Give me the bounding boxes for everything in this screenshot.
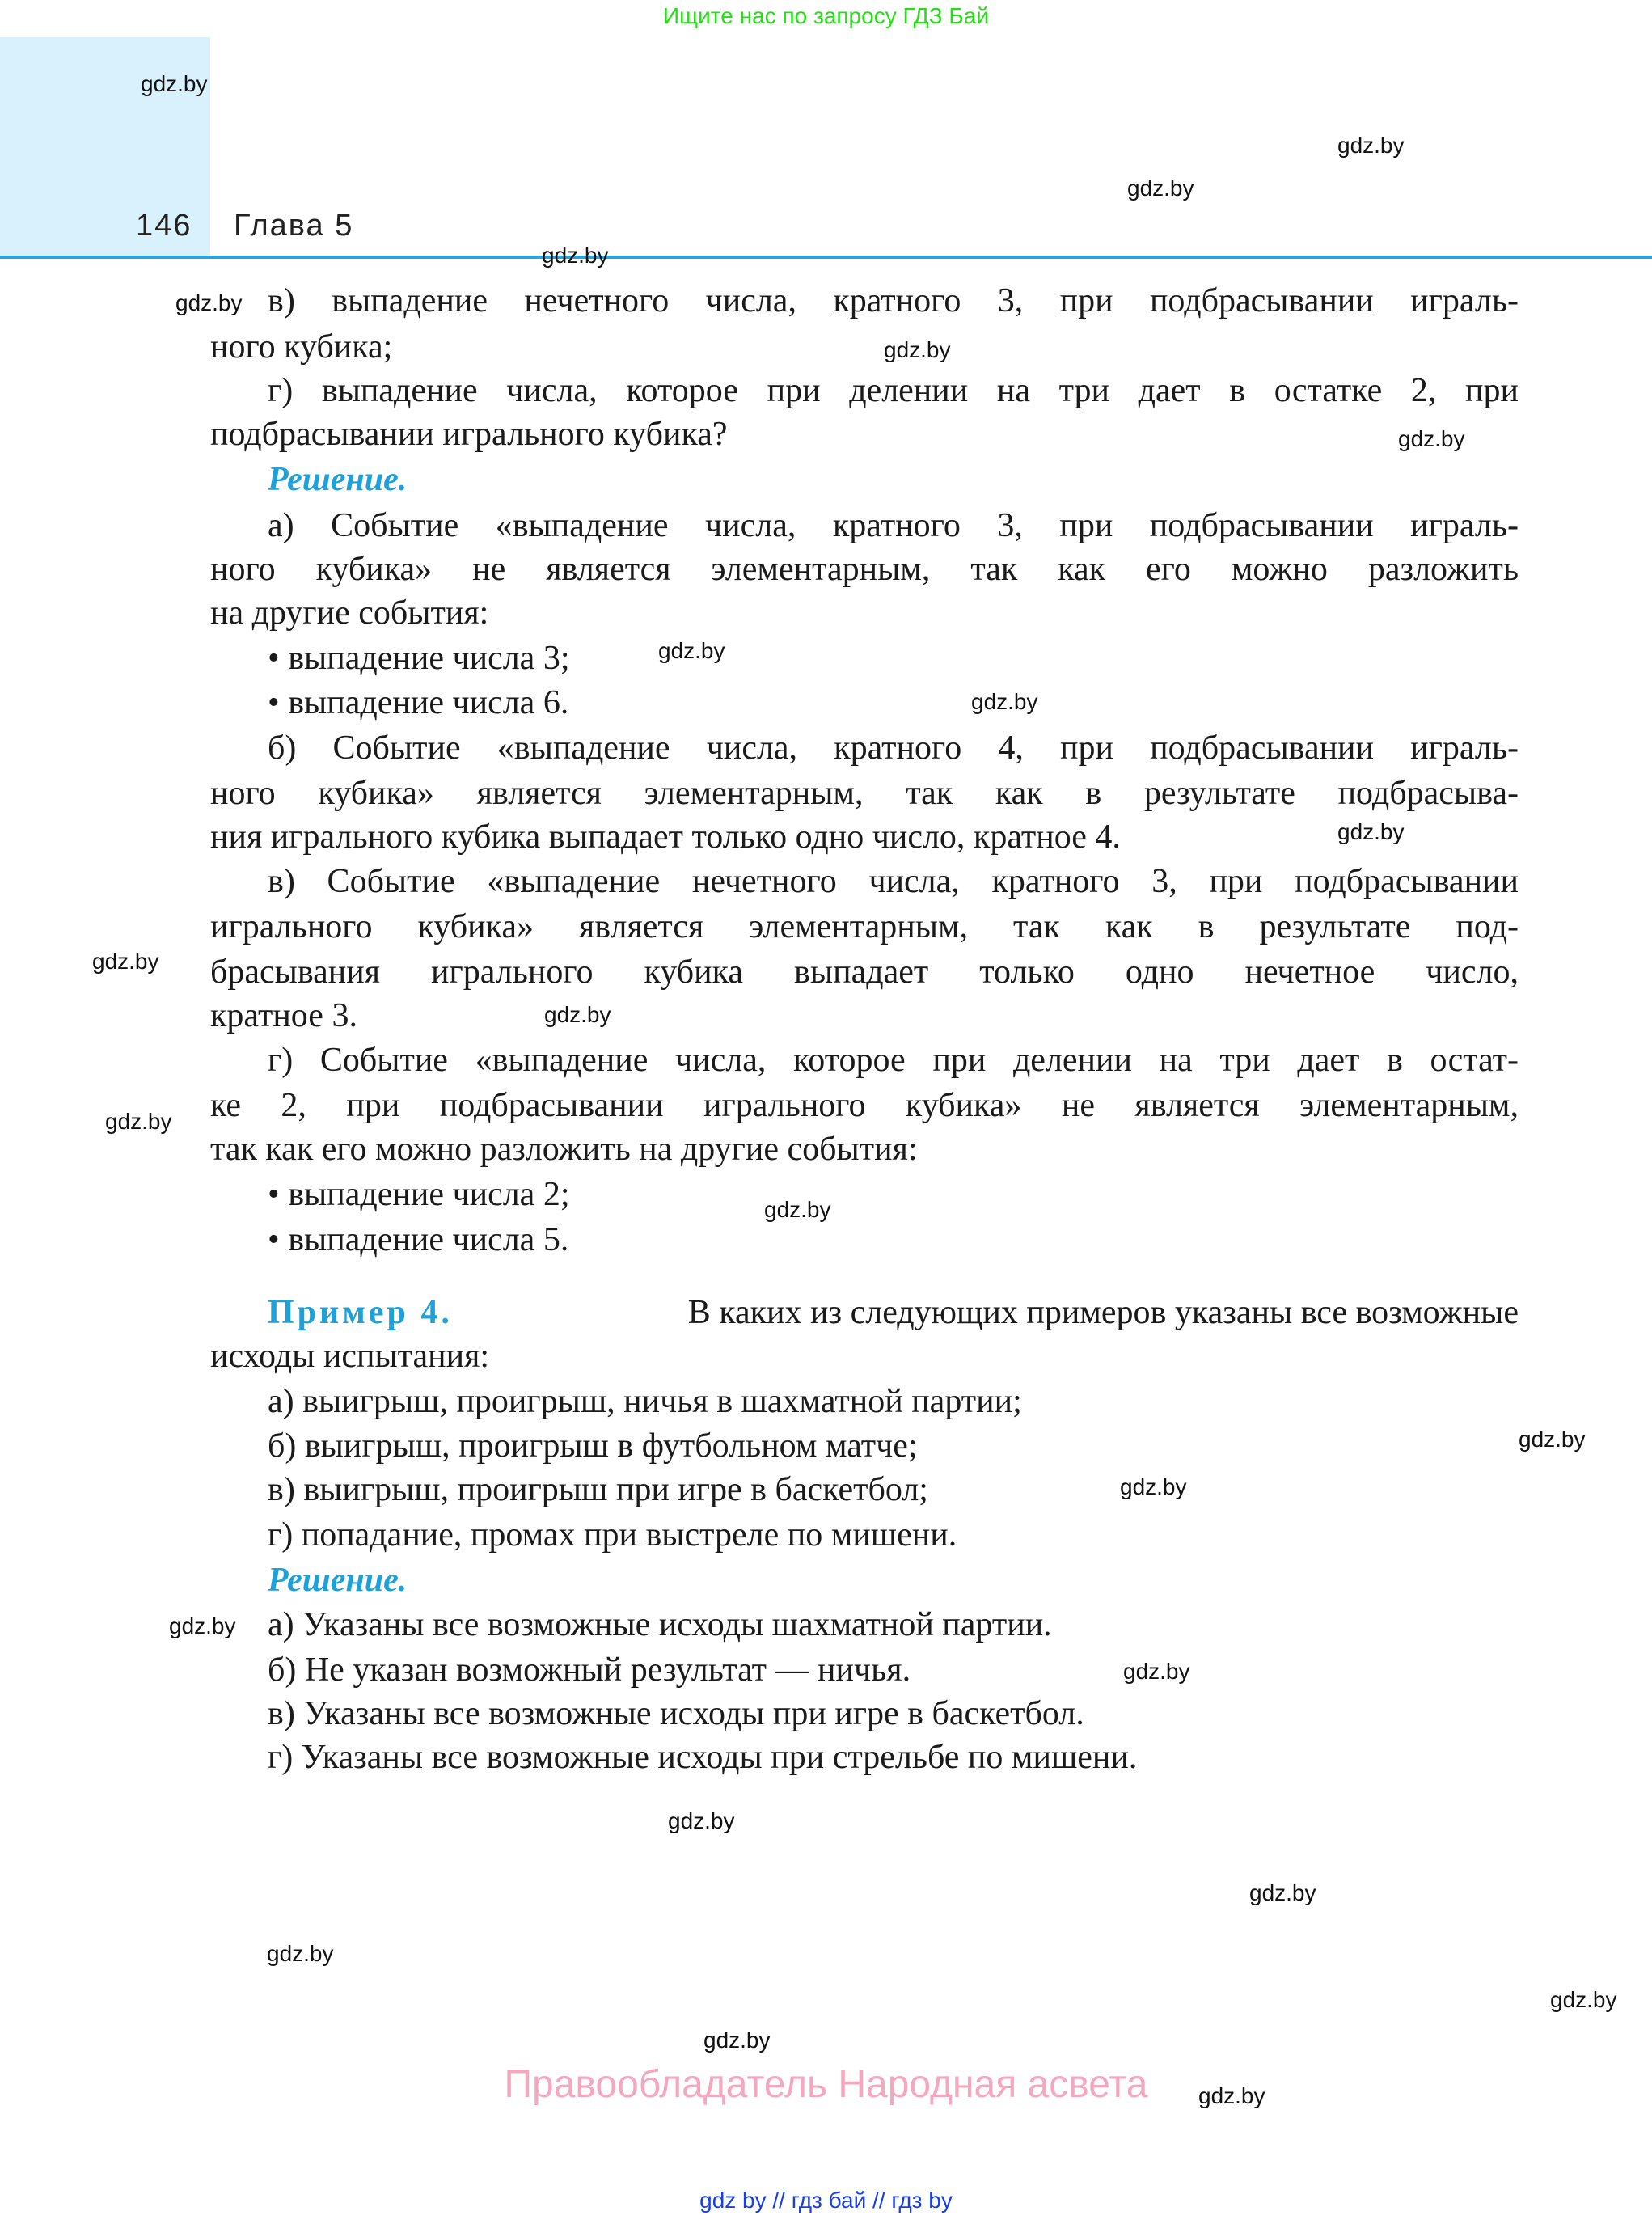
text-line: игрального кубика» является элементарным, так как в результате под-	[210, 908, 1519, 945]
watermark: gdz.by	[141, 71, 208, 96]
bullet-item: • выпадение числа 2;	[268, 1176, 570, 1213]
text-line: г) Событие «выпадение числа, которое при делении на три дает в остат-	[268, 1042, 1519, 1079]
watermark: gdz.by	[105, 1109, 172, 1134]
watermark: gdz.by	[1127, 175, 1194, 201]
bullet-item: • выпадение числа 5.	[268, 1221, 569, 1258]
page-number: 146	[136, 209, 192, 243]
watermark: gdz.by	[1398, 426, 1465, 451]
search-hint: Ищите нас по запросу ГДЗ Бай	[662, 3, 990, 28]
text-line: исходы испытания:	[210, 1338, 490, 1375]
watermark: gdz.by	[92, 949, 159, 974]
watermark: gdz.by	[542, 243, 609, 268]
footer-links[interactable]: gdz by // гдз бай // гдз by	[699, 2188, 953, 2213]
text-line: подбрасывании игрального кубика?	[210, 416, 728, 453]
example-4-question	[268, 1293, 1519, 1334]
copyright-notice: Правообладатель Народная асвета	[504, 2063, 1148, 2106]
answer-item: в) Указаны все возможные исходы при игре в баскетбол.	[268, 1695, 1084, 1732]
option-item: б) выигрыш, проигрыш в футбольном матче;	[268, 1427, 918, 1465]
text-line: ного кубика;	[210, 328, 393, 366]
text-line: в) выпадение нечетного числа, кратного 3, при подбрасывании играль-	[268, 282, 1519, 319]
header-divider	[0, 256, 1652, 259]
example-question: В каких из следующих примеров указаны все возможные	[687, 1294, 1519, 1331]
watermark: gdz.by	[703, 2027, 771, 2053]
option-item: а) выигрыш, проигрыш, ничья в шахматной партии;	[268, 1383, 1022, 1420]
text-line: г) выпадение числа, которое при делении на три дает в остатке 2, при	[268, 372, 1519, 409]
example-label: Пример 4.	[268, 1294, 453, 1331]
text-line: кратное 3.	[210, 997, 357, 1034]
watermark: gdz.by	[1550, 1987, 1617, 2012]
text-line: на другие события:	[210, 594, 489, 632]
bullet-item: • выпадение числа 6.	[268, 684, 569, 721]
text-line: ния игрального кубика выпадает только одно число, кратное 4.	[210, 818, 1121, 856]
text-line: в) Событие «выпадение нечетного числа, кратного 3, при подбрасывании	[268, 863, 1519, 900]
watermark: gdz.by	[1337, 133, 1405, 158]
watermark: gdz.by	[1120, 1474, 1187, 1499]
watermark: gdz.by	[169, 1613, 236, 1638]
option-item: в) выигрыш, проигрыш при игре в баскетбол;	[268, 1471, 928, 1508]
watermark: gdz.by	[658, 638, 725, 663]
text-line: брасывания игрального кубика выпадает только одно нечетное число,	[210, 953, 1519, 991]
bullet-item: • выпадение числа 3;	[268, 640, 570, 677]
text-line: а) Событие «выпадение числа, кратного 3, при подбрасывании играль-	[268, 507, 1519, 544]
text-line: так как его можно разложить на другие события:	[210, 1131, 918, 1168]
watermark: gdz.by	[175, 290, 243, 315]
answer-item: а) Указаны все возможные исходы шахматной партии.	[268, 1606, 1052, 1643]
text-line: б) Событие «выпадение числа, кратного 4, при подбрасывании играль-	[268, 729, 1519, 767]
text-line: ного кубика» не является элементарным, так как его можно разложить	[210, 551, 1519, 588]
watermark: gdz.by	[668, 1808, 735, 1833]
chapter-title: Глава 5	[234, 209, 354, 243]
watermark: gdz.by	[884, 337, 951, 362]
watermark: gdz.by	[971, 689, 1038, 714]
watermark: gdz.by	[1249, 1880, 1316, 1905]
solution-heading: Решение.	[268, 461, 408, 498]
answer-item: г) Указаны все возможные исходы при стрельбе по мишени.	[268, 1739, 1138, 1776]
watermark: gdz.by	[1123, 1659, 1190, 1684]
watermark: gdz.by	[544, 1002, 611, 1027]
watermark: gdz.by	[1337, 819, 1405, 844]
watermark: gdz.by	[1198, 2083, 1265, 2108]
watermark: gdz.by	[764, 1197, 831, 1222]
solution-heading: Решение.	[268, 1562, 408, 1599]
option-item: г) попадание, промах при выстреле по мишени.	[268, 1516, 957, 1554]
answer-item: б) Не указан возможный результат — ничья.	[268, 1651, 911, 1689]
text-line: ного кубика» является элементарным, так как в результате подбрасыва-	[210, 775, 1519, 812]
watermark: gdz.by	[267, 1941, 334, 1966]
text-line: ке 2, при подбрасывании игрального кубика» не является элементарным,	[210, 1087, 1519, 1124]
watermark: gdz.by	[1519, 1427, 1586, 1452]
